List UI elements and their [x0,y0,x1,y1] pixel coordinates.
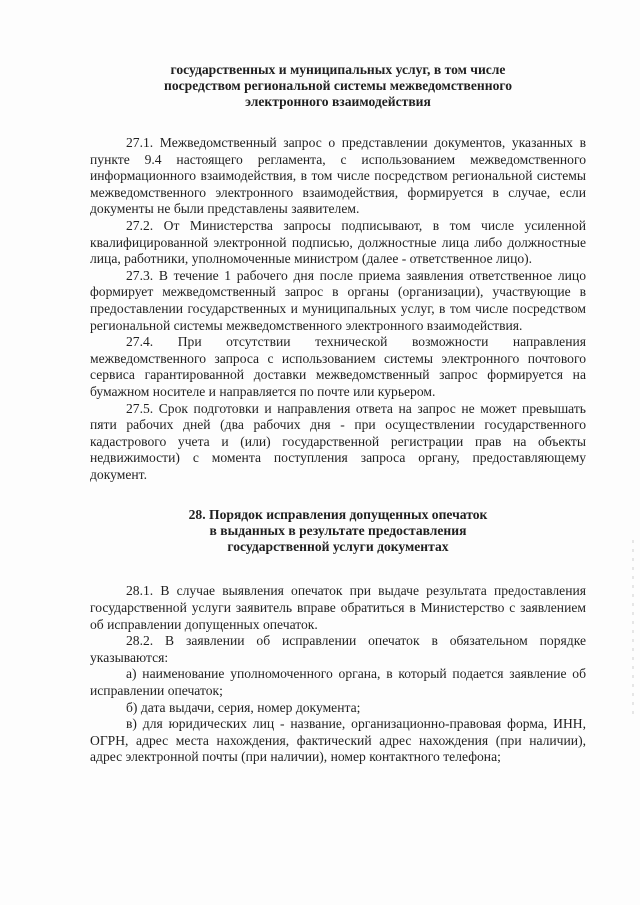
paragraph-27-4: 27.4. При отсутствии технической возможности направления межведомственного запроса с использованием системы электронного почтового сервиса гарантированной доставки межведомственный запрос формируется на бумажном носителе и направляется по почте или курьером. [90,334,586,399]
paragraph-28-1: 28.1. В случае выявления опечаток при выдаче результата предоставления государственной услуги заявитель вправе обратиться в Министерство с заявлением об исправлении допущенных опечаток. [90,583,586,632]
top-heading [90,62,586,110]
paragraph-27-3: 27.3. В течение 1 рабочего дня после приема заявления ответственное лицо формирует межведомственный запрос в органы (организации), участвующие в предоставлении государственных и муниципальных услуг, в том числе посредством региональной системы межведомственного электронного взаимодействия. [90,267,586,333]
section-28-heading-line: 28. Порядок исправления допущенных опечаток [188,507,488,523]
list-item-b: б) дата выдачи, серия, номер документа; [126,699,361,715]
paragraph-28-2: 28.2. В заявлении об исправлении опечаток в обязательном порядке указываются: [90,633,586,665]
top-heading-line: посредством региональной системы межведомственного [163,78,512,93]
top-heading-line: электронного взаимодействия [245,94,431,109]
top-heading-line: государственных и муниципальных услуг, в том числе [170,62,506,77]
scan-margin-mark [632,540,634,720]
list-item-a: а) наименование уполномоченного органа, в который подается заявление об исправлении опечаток; [90,666,586,699]
document-body [90,62,586,766]
section-27 [90,135,586,483]
paragraph-27-1: 27.1. Межведомственный запрос о представлении документов, указанных в пункте 9.4 настоящего регламента, с использованием межведомственного информационного взаимодействия, в том числе посредством региональной системы межведомственного электронного взаимодействия, формируется в случае, если документы не были представлены заявителем. [90,135,586,217]
paragraph-27-5: 27.5. Срок подготовки и направления ответа на запрос не может превышать пяти рабочих дней (два рабочих дня - при осуществлении государственного кадастрового учета и (или) государственной регистрации прав на объекты недвижимости) с момента поступления запроса органу, предоставляющему документ. [90,400,586,482]
section-28 [90,583,586,766]
section-28-heading [90,507,586,555]
section-28-heading-line: в выданных в результате предоставления [209,523,467,539]
paragraph-27-2: 27.2. От Министерства запросы подписывают, в том числе усиленной квалифицированной электронной подписью, должностные лица либо должностные лица, работники, уполномоченные министром (далее - ответственное лицо). [90,217,586,267]
list-item-v: в) для юридических лиц - название, организационно-правовая форма, ИНН, ОГРН, адрес места нахождения, фактический адрес нахождения (при наличии), адрес электронной почты (при наличии), номер контактного телефона; [90,716,586,765]
section-28-heading-line: государственной услуги документах [227,539,449,555]
